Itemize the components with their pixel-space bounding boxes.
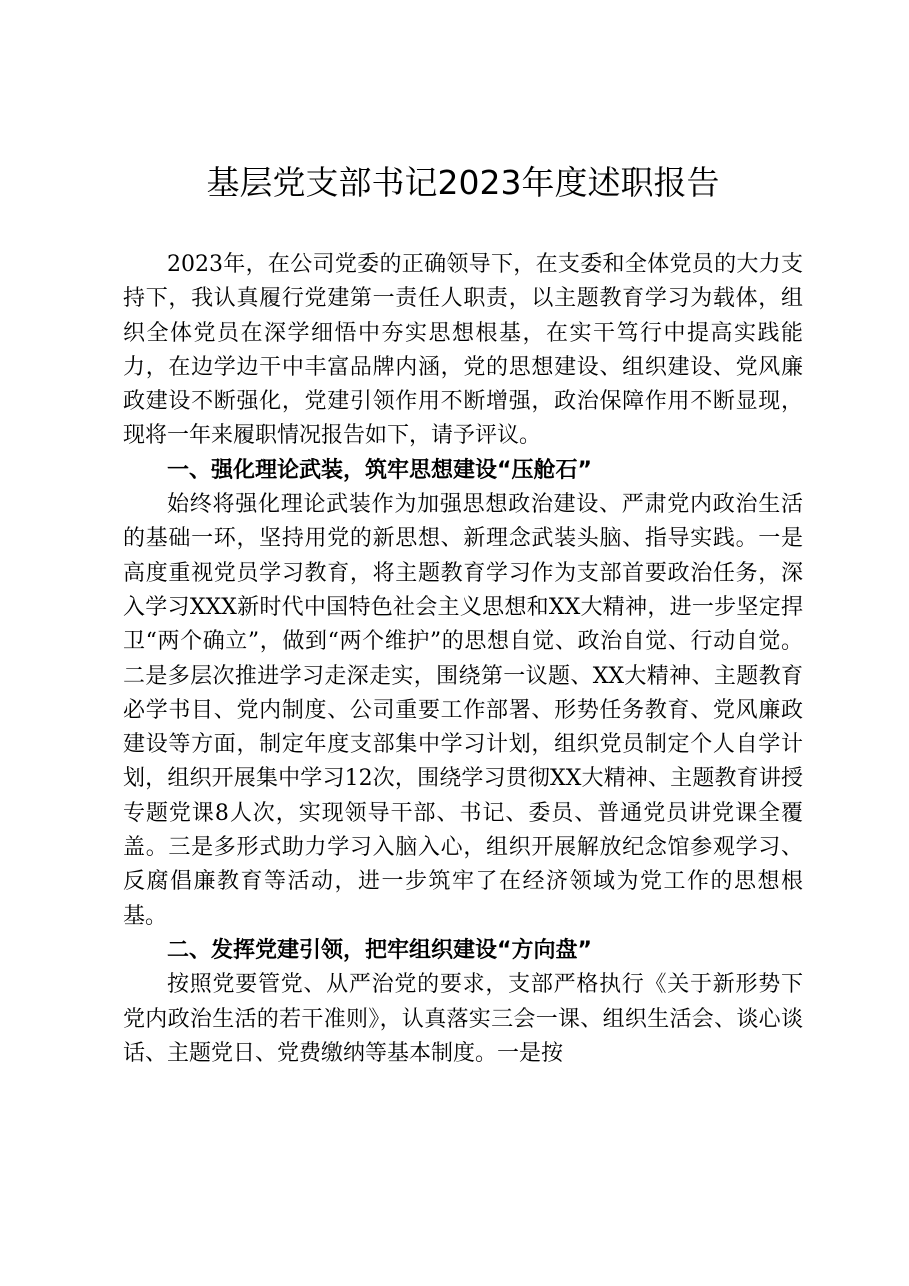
document-page	[123, 152, 803, 1071]
section-heading-1: 一、强化理论武装，筑牢思想建设“压舱石”	[167, 457, 592, 483]
section-1-paragraph: 始终将强化理论武装作为加强思想政治建设、严肃党内政治生活的基础一环，坚持用党的新思想、新理念武装头脑、指导实践。一是高度重视党员学习教育，将主题教育学习作为支部首要政治任务，深入学习XXX新时代中国特色社会主义思想和XX大精神，进一步坚定捍卫“两个确立”，做到“两个维护”的思想自觉、政治自觉、行动自觉。二是多层次推进学习走深走实，围绕第一议题、XX大精神、主题教育必学书目、党内制度、公司重要工作部署、形势任务教育、党风廉政建设等方面，制定年度支部集中学习计划，组织党员制定个人自学计划，组织开展集中学习12次，围绕学习贯彻XX大精神、主题教育讲授专题党课8人次，实现领导干部、书记、委员、普通党员讲党课全覆盖。三是多形式助力学习入脑入心，组织开展解放纪念馆参观学习、反腐倡廉教育等活动，进一步筑牢了在经济领域为党工作的思想根基。	[123, 492, 803, 929]
section-2-paragraph: 按照党要管党、从严治党的要求，支部严格执行《关于新形势下党内政治生活的若干准则》，认真落实三会一课、组织生活会、谈心谈话、主题党日、党费缴纳等基本制度。一是按	[123, 972, 803, 1066]
intro-paragraph: 2023年，在公司党委的正确领导下，在支委和全体党员的大力支持下，我认真履行党建第一责任人职责，以主题教育学习为载体，组织全体党员在深学细悟中夯实思想根基，在实干笃行中提高实践能力，在边学边干中丰富品牌内涵，党的思想建设、组织建设、党风廉政建设不断强化，党建引领作用不断增强，政治保障作用不断显现，现将一年来履职情况报告如下，请予评议。	[123, 252, 803, 449]
document-title: 基层党支部书记2023年度述职报告	[206, 163, 720, 202]
document-body	[123, 248, 803, 1071]
section-heading-2: 二、发挥党建引领，把牢组织建设“方向盘”	[167, 937, 592, 963]
